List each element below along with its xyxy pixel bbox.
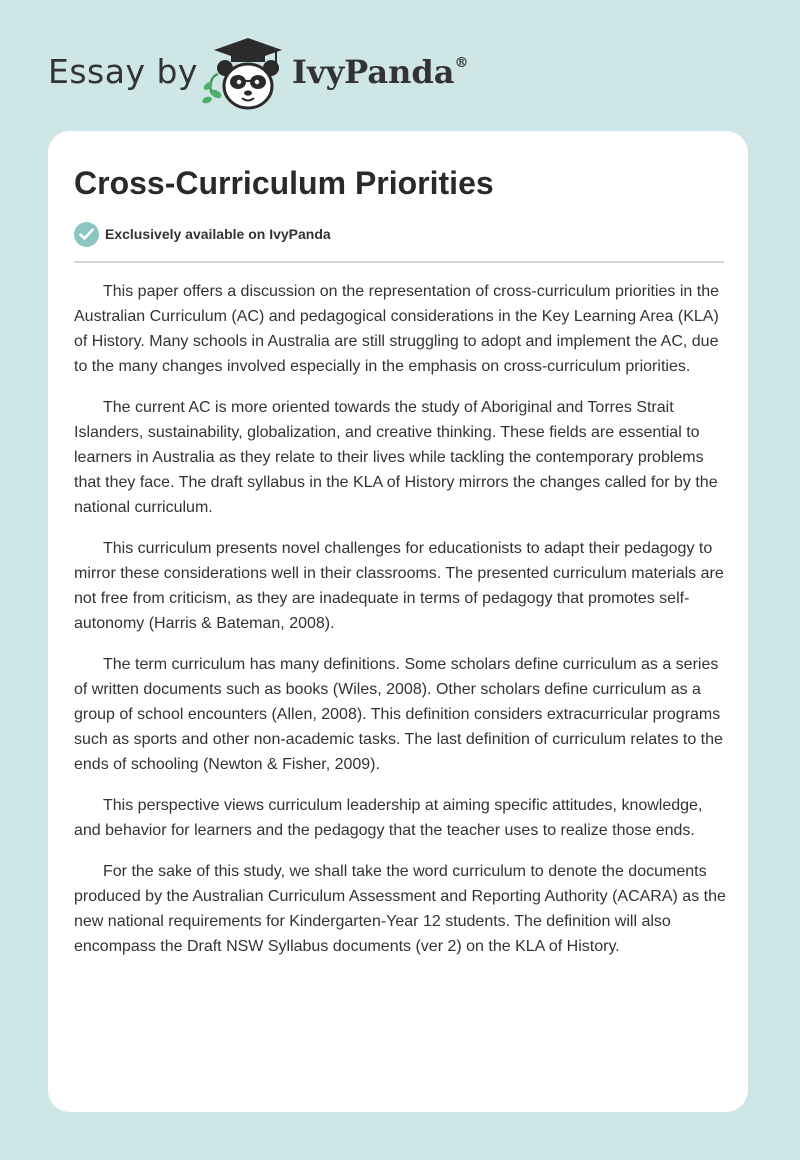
paragraph: The current AC is more oriented towards the study of Aboriginal and Torres Strait Islanders, sustainability, globalization, and creative thinking. These fields are essential to learners in Australia as they relate to their lives while tackling the contemporary problems that they face. The draft syllabus in the KLA of History mirrors the changes called for by the national curriculum. xyxy=(74,399,718,516)
check-icon xyxy=(74,222,99,247)
site-header xyxy=(48,30,548,110)
paragraph: The term curriculum has many definitions. Some scholars define curriculum as a series of written documents such as books (Wiles, 2008). Other scholars define curriculum as a group of school encounters (Allen, 2008). This definition considers extracurricular programs such as sports and other non-academic tasks. The last definition of curriculum relates to the ends of schooling (Newton & Fisher, 2009). xyxy=(74,656,723,773)
exclusive-badge xyxy=(74,221,331,247)
paragraph: For the sake of this study, we shall take the word curriculum to denote the documents produced by the Australian Curriculum Assessment and Reporting Authority (ACARA) as the new national requirements for Kindergarten-Year 12 students. The definition will also encompass the Draft NSW Syllabus documents (ver 2) on the KLA of History. xyxy=(74,863,726,955)
paragraph: This curriculum presents novel challenges for educationists to adapt their pedagogy to mirror these considerations well in their classrooms. The presented curriculum materials are not free from criticism, as they are inadequate in terms of pedagogy that promotes self-autonomy (Harris & Bateman, 2008). xyxy=(74,540,724,632)
brand-name-text: IvyPanda xyxy=(292,53,455,91)
panda-graduate-logo-icon[interactable] xyxy=(198,34,284,112)
essay-by-label: Essay by xyxy=(48,52,198,91)
exclusive-badge-label: Exclusively available on IvyPanda xyxy=(105,226,331,242)
page-title: Cross-Curriculum Priorities xyxy=(74,165,494,201)
brand-name[interactable] xyxy=(292,53,468,91)
registered-mark: ® xyxy=(454,55,469,71)
paragraph: This perspective views curriculum leadership at aiming specific attitudes, knowledge, and behavior for learners and the pedagogy that the teacher uses to realize those ends. xyxy=(74,797,703,839)
paragraph: This paper offers a discussion on the representation of cross-curriculum priorities in the Australian Curriculum (AC) and pedagogical considerations in the Key Learning Area (KLA) of History. Many schools in Australia are still struggling to adopt and implement the AC, due to the many changes involved especially in the emphasis on cross-curriculum priorities. xyxy=(74,283,719,375)
article-card xyxy=(48,131,748,1112)
article-body xyxy=(74,279,728,975)
divider xyxy=(74,261,724,263)
